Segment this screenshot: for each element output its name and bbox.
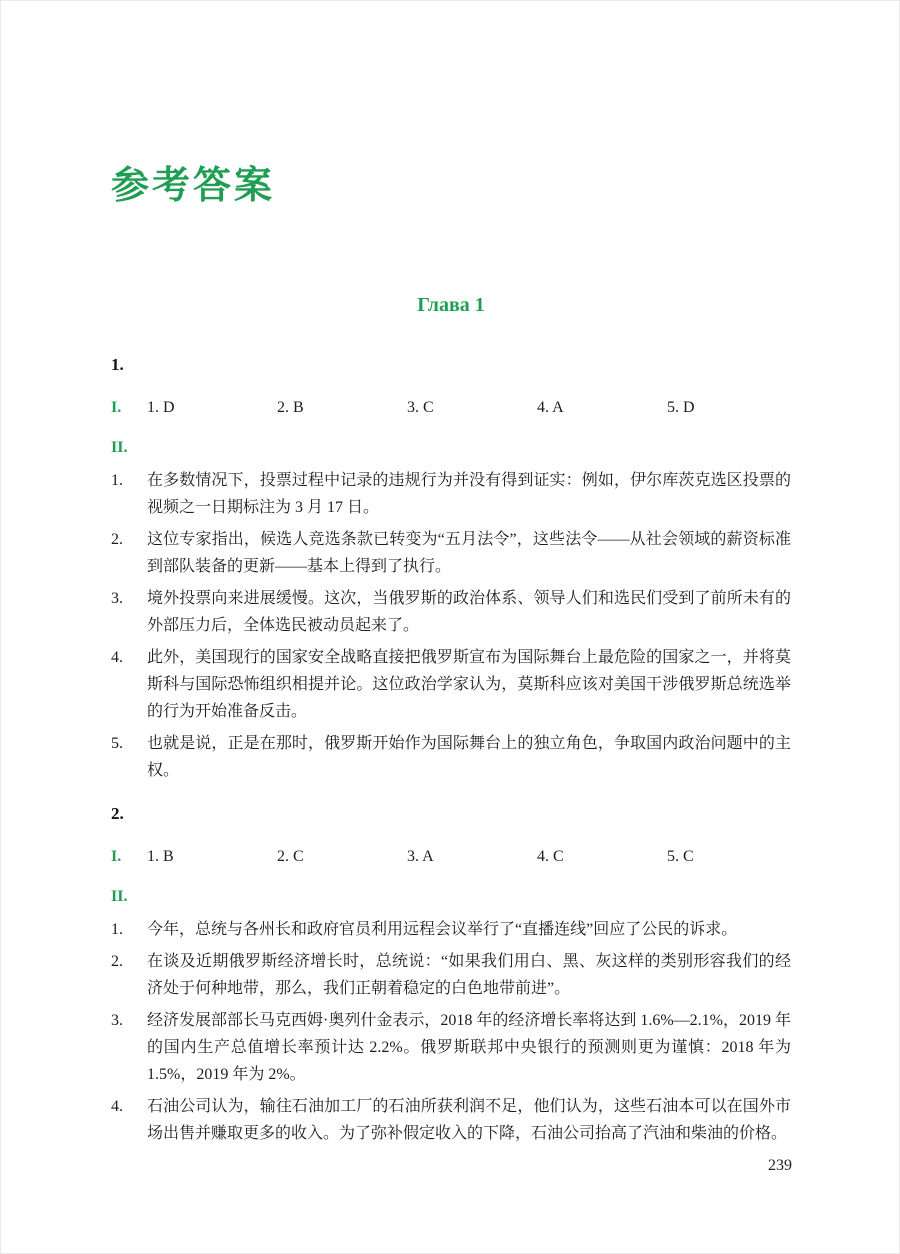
numbered-item [111,1093,791,1147]
numbered-item [111,1007,791,1088]
part-2-label: II. [111,887,128,905]
section-1-number: 1. [111,354,124,374]
numbered-item [111,644,791,725]
item-text: 在谈及近期俄罗斯经济增长时，总统说：“如果我们用白、黑、灰这样的类别形容我们的经济处于何种地带，那么，我们正朝着稳定的白色地带前进”。 [147,952,791,997]
answer-item: 3. A [407,847,434,865]
item-text: 石油公司认为，输往石油加工厂的石油所获利润不足，他们认为，这些石油本可以在国外市场出售并赚取更多的收入。为了弥补假定收入的下降，石油公司抬高了汽油和柴油的价格。 [147,1097,791,1142]
section-2-part-2-items [111,916,791,1147]
answer-item: 1. B [147,847,174,865]
item-number: 1. [111,471,123,489]
answer-item: 5. C [667,847,694,865]
item-text: 境外投票向来进展缓慢。这次，当俄罗斯的政治体系、领导人们和选民们受到了前所未有的外部压力后，全体选民被动员起来了。 [147,589,791,634]
answer-item: 4. C [537,847,564,865]
part-1-label: I. [111,847,122,865]
item-number: 1. [111,920,123,938]
answer-item: 4. A [537,398,564,416]
answer-item: 5. D [667,398,695,416]
item-number: 2. [111,952,123,970]
page-title: 参考答案 [111,165,276,207]
section-1-part-1-answers [111,399,791,417]
item-text: 今年，总统与各州长和政府官员利用远程会议举行了“直播连线”回应了公民的诉求。 [147,920,738,938]
item-text: 此外，美国现行的国家安全战略直接把俄罗斯宣布为国际舞台上最危险的国家之一，并将莫斯科与国际恐怖组织相提并论。这位政治学家认为，莫斯科应该对美国干涉俄罗斯总统选举的行为开始准备反击。 [147,648,791,720]
item-text: 这位专家指出，候选人竞选条款已转变为“五月法令”，这些法令——从社会领域的薪资标准到部队装备的更新——基本上得到了执行。 [147,530,791,575]
item-number: 5. [111,734,123,752]
part-2-label: II. [111,438,128,456]
numbered-item [111,526,791,580]
item-number: 3. [111,589,123,607]
item-number: 4. [111,1097,123,1115]
chapter-heading: Глава 1 [417,293,485,316]
item-text: 经济发展部部长马克西姆·奥列什金表示，2018 年的经济增长率将达到 1.6%—2.1%，2019 年的国内生产总值增长率预计达 2.2%。俄罗斯联邦中央银行的预测则更为谨慎：2018 年为 1.5%，2019 年为 2%。 [147,1011,791,1083]
item-number: 2. [111,530,123,548]
answer-item: 3. C [407,398,434,416]
section-1-part-2-items [111,467,791,784]
numbered-item [111,730,791,784]
section-2-part-1-answers [111,848,791,866]
item-text: 也就是说，正是在那时，俄罗斯开始作为国际舞台上的独立角色，争取国内政治问题中的主权。 [147,734,791,779]
numbered-item [111,467,791,521]
item-text: 在多数情况下，投票过程中记录的违规行为并没有得到证实：例如，伊尔库茨克选区投票的视频之一日期标注为 3 月 17 日。 [147,471,791,516]
section-2-number: 2. [111,803,124,823]
answer-item: 1. D [147,398,175,416]
numbered-item [111,585,791,639]
answer-item: 2. B [277,398,304,416]
numbered-item [111,916,791,943]
part-1-label: I. [111,398,122,416]
page-number: 239 [768,1157,792,1174]
numbered-item [111,948,791,1002]
answer-item: 2. C [277,847,304,865]
item-number: 4. [111,648,123,666]
item-number: 3. [111,1011,123,1029]
